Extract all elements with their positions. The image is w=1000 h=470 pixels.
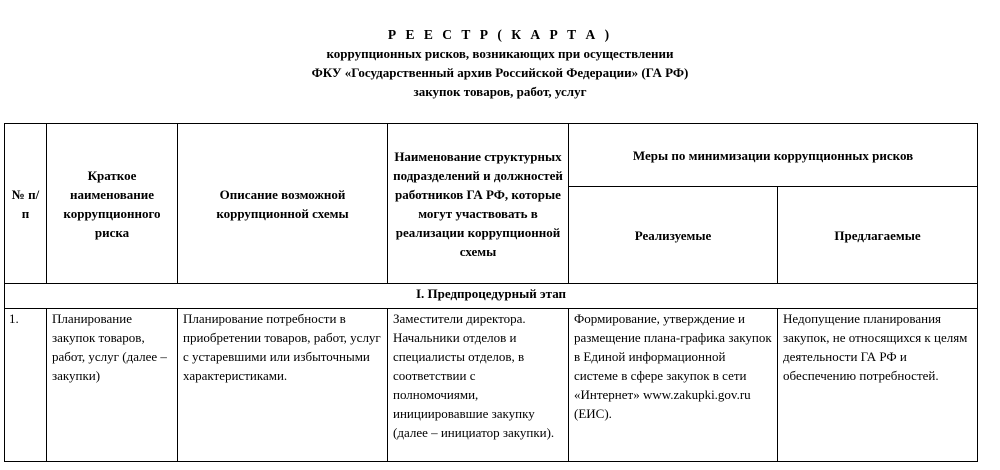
cell-num: 1. <box>5 309 47 462</box>
cell-units: Заместители директора. Начальники отделов и специалисты отделов, в соответствии с полномочиями, инициировавшие закупку (далее – инициатор закупки). <box>388 309 569 462</box>
cell-risk: Планирование закупок товаров, работ, услуг (далее – закупки) <box>47 309 178 462</box>
col-header-scheme: Описание возможной коррупционной схемы <box>178 124 388 284</box>
document-title: Р Е Е С Т Р ( К А Р Т А ) <box>387 27 613 42</box>
cell-implemented: Формирование, утверждение и размещение плана-графика закупок в Единой информационной системе в сфере закупок в сети «Интернет» www.zakupki.gov.ru (ЕИС). <box>569 309 778 462</box>
col-header-proposed: Предлагаемые <box>778 187 978 284</box>
stage-label: I. Предпроцедурный этап <box>5 284 978 309</box>
table-row <box>5 309 978 462</box>
subtitle-line-2: ФКУ «Государственный архив Российской Федерации» (ГА РФ) <box>311 65 689 80</box>
header-row-1 <box>5 124 978 187</box>
risk-registry-table <box>4 123 978 462</box>
stage-row <box>5 284 978 309</box>
col-header-measures: Меры по минимизации коррупционных рисков <box>569 124 978 187</box>
col-header-risk: Краткое наименование коррупционного риска <box>47 124 178 284</box>
subtitle-line-3: закупок товаров, работ, услуг <box>413 84 587 99</box>
document-header <box>0 25 1000 101</box>
col-header-implemented: Реализуемые <box>569 187 778 284</box>
col-header-units: Наименование структурных подразделений и должностей работников ГА РФ, которые могут участвовать в реализации коррупционной схемы <box>388 124 569 284</box>
cell-proposed: Недопущение планирования закупок, не относящихся к целям деятельности ГА РФ и обеспечению потребностей. <box>778 309 978 462</box>
cell-scheme: Планирование потребности в приобретении товаров, работ, услуг с устаревшими или избыточными характеристиками. <box>178 309 388 462</box>
col-header-num: № п/п <box>5 124 47 284</box>
subtitle-line-1: коррупционных рисков, возникающих при осуществлении <box>326 46 674 61</box>
